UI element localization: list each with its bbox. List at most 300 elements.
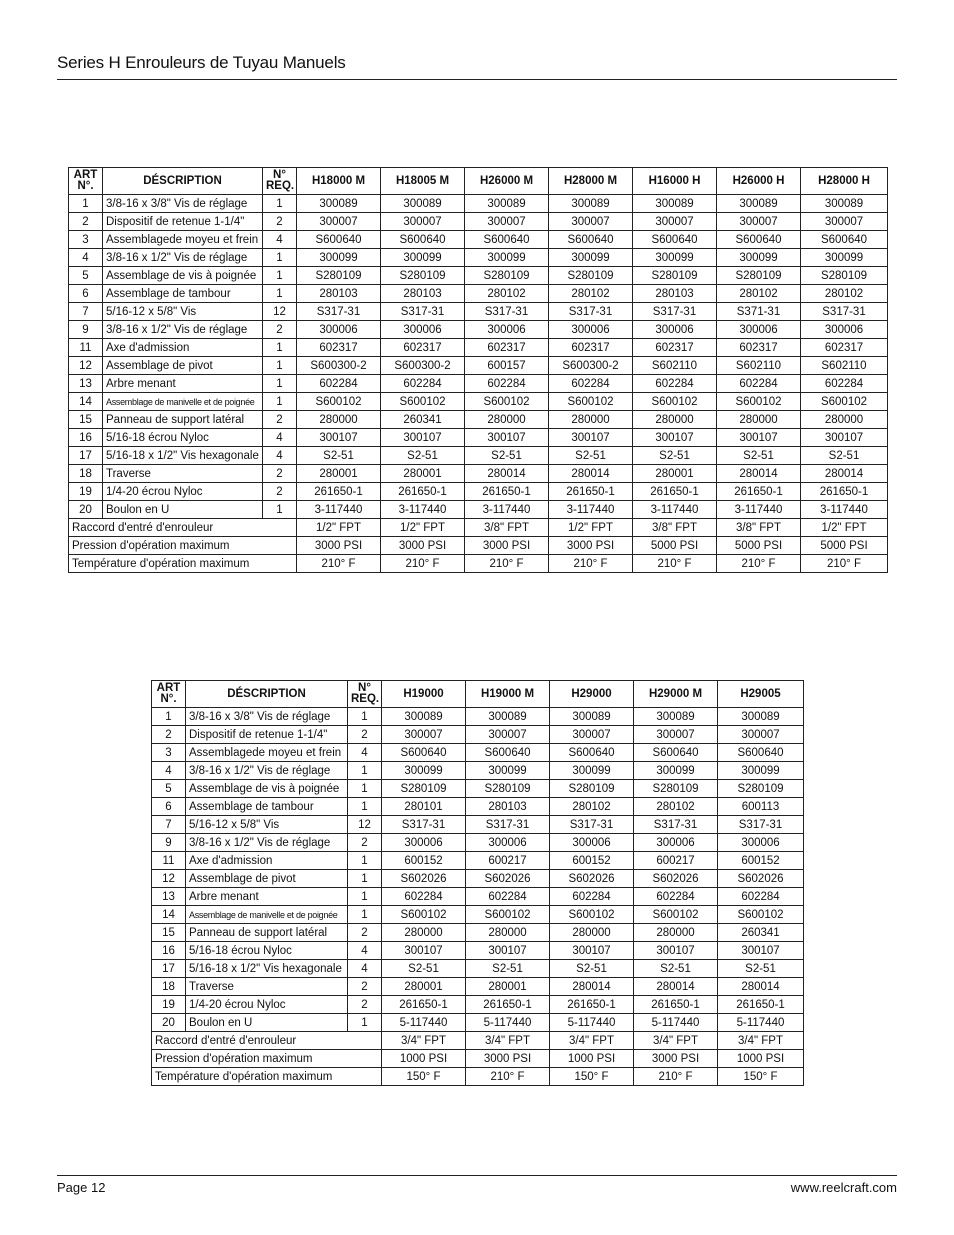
part-number-cell: 300089 bbox=[549, 195, 633, 213]
table-row bbox=[69, 501, 888, 519]
part-number-cell: 280000 bbox=[465, 411, 549, 429]
art-number-cell: 3 bbox=[69, 231, 103, 249]
summary-row bbox=[152, 1050, 804, 1068]
summary-value-cell: 3/8" FPT bbox=[633, 519, 717, 537]
table-header-row bbox=[69, 168, 888, 195]
part-number-cell: S600102 bbox=[549, 393, 633, 411]
part-number-cell: 602284 bbox=[465, 375, 549, 393]
part-number-cell: 5-117440 bbox=[382, 1014, 466, 1032]
part-number-cell: 602317 bbox=[633, 339, 717, 357]
summary-value-cell: 3/4" FPT bbox=[466, 1032, 550, 1050]
summary-value-cell: 5000 PSI bbox=[801, 537, 888, 555]
part-number-cell: S317-31 bbox=[549, 303, 633, 321]
table-row bbox=[152, 996, 804, 1014]
art-number-cell: 16 bbox=[69, 429, 103, 447]
part-number-cell: S600102 bbox=[382, 906, 466, 924]
table-row bbox=[69, 303, 888, 321]
part-number-cell: S600102 bbox=[718, 906, 804, 924]
part-number-cell: S600102 bbox=[297, 393, 381, 411]
page-title: Series H Enrouleurs de Tuyau Manuels bbox=[57, 53, 346, 72]
part-number-cell: 280001 bbox=[381, 465, 465, 483]
summary-value-cell: 1000 PSI bbox=[718, 1050, 804, 1068]
header-model: H29000 bbox=[550, 681, 634, 708]
part-number-cell: 261650-1 bbox=[717, 483, 801, 501]
description-cell: Dispositif de retenue 1-1/4" bbox=[103, 213, 263, 231]
part-number-cell: S317-31 bbox=[381, 303, 465, 321]
part-number-cell: S602110 bbox=[633, 357, 717, 375]
summary-value-cell: 3/8" FPT bbox=[717, 519, 801, 537]
part-number-cell: S602026 bbox=[634, 870, 718, 888]
part-number-cell: S371-31 bbox=[717, 303, 801, 321]
part-number-cell: 600217 bbox=[466, 852, 550, 870]
description-cell: 1/4-20 écrou Nyloc bbox=[186, 996, 348, 1014]
table-row bbox=[152, 888, 804, 906]
qty-cell: 2 bbox=[263, 465, 297, 483]
qty-cell: 2 bbox=[263, 321, 297, 339]
part-number-cell: 280000 bbox=[550, 924, 634, 942]
part-number-cell: 600113 bbox=[718, 798, 804, 816]
art-number-cell: 14 bbox=[152, 906, 186, 924]
part-number-cell: 600157 bbox=[465, 357, 549, 375]
part-number-cell: S600640 bbox=[801, 231, 888, 249]
part-number-cell: 300107 bbox=[633, 429, 717, 447]
part-number-cell: 300089 bbox=[297, 195, 381, 213]
description-cell: 3/8-16 x 1/2" Vis de réglage bbox=[103, 249, 263, 267]
part-number-cell: 602284 bbox=[381, 375, 465, 393]
qty-cell: 1 bbox=[348, 906, 382, 924]
description-cell: Assemblage de tambour bbox=[186, 798, 348, 816]
art-number-cell: 4 bbox=[152, 762, 186, 780]
part-number-cell: S600300-2 bbox=[549, 357, 633, 375]
part-number-cell: S280109 bbox=[465, 267, 549, 285]
art-number-cell: 12 bbox=[69, 357, 103, 375]
table-row bbox=[69, 321, 888, 339]
part-number-cell: S317-31 bbox=[718, 816, 804, 834]
description-cell: Assemblagede moyeu et frein bbox=[186, 744, 348, 762]
qty-cell: 4 bbox=[263, 447, 297, 465]
summary-value-cell: 1/2" FPT bbox=[297, 519, 381, 537]
part-number-cell: 300006 bbox=[549, 321, 633, 339]
part-number-cell: 300089 bbox=[718, 708, 804, 726]
summary-value-cell: 3000 PSI bbox=[297, 537, 381, 555]
summary-value-cell: 1000 PSI bbox=[382, 1050, 466, 1068]
part-number-cell: S600102 bbox=[381, 393, 465, 411]
header-art-no: ART N°. bbox=[69, 168, 103, 195]
table-row bbox=[152, 816, 804, 834]
description-cell: Traverse bbox=[186, 978, 348, 996]
part-number-cell: 300089 bbox=[382, 708, 466, 726]
part-number-cell: S600102 bbox=[801, 393, 888, 411]
description-cell: 3/8-16 x 1/2" Vis de réglage bbox=[186, 762, 348, 780]
part-number-cell: 600152 bbox=[382, 852, 466, 870]
table-row bbox=[152, 798, 804, 816]
part-number-cell: S2-51 bbox=[633, 447, 717, 465]
qty-cell: 12 bbox=[263, 303, 297, 321]
part-number-cell: 300007 bbox=[717, 213, 801, 231]
part-number-cell: 261650-1 bbox=[382, 996, 466, 1014]
qty-cell: 12 bbox=[348, 816, 382, 834]
header-model: H16000 H bbox=[633, 168, 717, 195]
part-number-cell: 280103 bbox=[466, 798, 550, 816]
part-number-cell: 280103 bbox=[633, 285, 717, 303]
qty-cell: 1 bbox=[263, 501, 297, 519]
summary-value-cell: 150° F bbox=[550, 1068, 634, 1086]
summary-value-cell: 3000 PSI bbox=[466, 1050, 550, 1068]
summary-value-cell: 210° F bbox=[381, 555, 465, 573]
description-cell: Assemblage de manivelle et de poignée bbox=[186, 906, 348, 924]
art-number-cell: 17 bbox=[69, 447, 103, 465]
qty-cell: 1 bbox=[263, 267, 297, 285]
part-number-cell: 300007 bbox=[550, 726, 634, 744]
part-number-cell: S600102 bbox=[465, 393, 549, 411]
part-number-cell: 300006 bbox=[718, 834, 804, 852]
part-number-cell: 300107 bbox=[465, 429, 549, 447]
description-cell: Assemblage de tambour bbox=[103, 285, 263, 303]
part-number-cell: S2-51 bbox=[297, 447, 381, 465]
table-row bbox=[69, 195, 888, 213]
part-number-cell: S2-51 bbox=[634, 960, 718, 978]
part-number-cell: S600640 bbox=[634, 744, 718, 762]
header-model: H28000 M bbox=[549, 168, 633, 195]
description-cell: 3/8-16 x 3/8" Vis de réglage bbox=[103, 195, 263, 213]
art-number-cell: 19 bbox=[152, 996, 186, 1014]
part-number-cell: 602317 bbox=[297, 339, 381, 357]
table-row bbox=[152, 906, 804, 924]
description-cell: 5/16-12 x 5/8" Vis bbox=[186, 816, 348, 834]
part-number-cell: 280000 bbox=[549, 411, 633, 429]
table-row bbox=[69, 357, 888, 375]
part-number-cell: 280101 bbox=[382, 798, 466, 816]
summary-value-cell: 150° F bbox=[718, 1068, 804, 1086]
part-number-cell: 5-117440 bbox=[466, 1014, 550, 1032]
part-number-cell: S2-51 bbox=[550, 960, 634, 978]
summary-value-cell: 210° F bbox=[297, 555, 381, 573]
part-number-cell: 300107 bbox=[717, 429, 801, 447]
part-number-cell: S600640 bbox=[718, 744, 804, 762]
description-cell: Assemblage de manivelle et de poignée bbox=[103, 393, 263, 411]
qty-cell: 4 bbox=[263, 231, 297, 249]
table-row bbox=[69, 339, 888, 357]
summary-value-cell: 3000 PSI bbox=[381, 537, 465, 555]
header-model: H29005 bbox=[718, 681, 804, 708]
part-number-cell: S600102 bbox=[634, 906, 718, 924]
part-number-cell: 300099 bbox=[633, 249, 717, 267]
parts-table-1 bbox=[68, 167, 888, 573]
art-number-cell: 7 bbox=[69, 303, 103, 321]
summary-row bbox=[69, 519, 888, 537]
art-number-cell: 15 bbox=[69, 411, 103, 429]
part-number-cell: 280001 bbox=[382, 978, 466, 996]
art-number-cell: 11 bbox=[69, 339, 103, 357]
description-cell: 5/16-18 x 1/2" Vis hexagonale bbox=[186, 960, 348, 978]
description-cell: Assemblage de vis à poignée bbox=[103, 267, 263, 285]
part-number-cell: 602284 bbox=[634, 888, 718, 906]
part-number-cell: 300006 bbox=[801, 321, 888, 339]
part-number-cell: 261650-1 bbox=[297, 483, 381, 501]
part-number-cell: 280102 bbox=[465, 285, 549, 303]
part-number-cell: 260341 bbox=[381, 411, 465, 429]
part-number-cell: 261650-1 bbox=[466, 996, 550, 1014]
summary-value-cell: 210° F bbox=[633, 555, 717, 573]
part-number-cell: 300107 bbox=[549, 429, 633, 447]
header-rule bbox=[57, 79, 897, 80]
part-number-cell: 300007 bbox=[297, 213, 381, 231]
table-row bbox=[69, 285, 888, 303]
qty-cell: 1 bbox=[263, 249, 297, 267]
part-number-cell: S602026 bbox=[718, 870, 804, 888]
part-number-cell: 602317 bbox=[801, 339, 888, 357]
table-row bbox=[152, 960, 804, 978]
part-number-cell: 300007 bbox=[549, 213, 633, 231]
part-number-cell: 5-117440 bbox=[550, 1014, 634, 1032]
part-number-cell: 280014 bbox=[634, 978, 718, 996]
part-number-cell: 261650-1 bbox=[633, 483, 717, 501]
table-row bbox=[152, 1014, 804, 1032]
part-number-cell: 280014 bbox=[465, 465, 549, 483]
part-number-cell: 300089 bbox=[550, 708, 634, 726]
description-cell: Assemblage de vis à poignée bbox=[186, 780, 348, 798]
summary-value-cell: 3000 PSI bbox=[549, 537, 633, 555]
summary-row bbox=[152, 1068, 804, 1086]
part-number-cell: 280001 bbox=[466, 978, 550, 996]
qty-cell: 1 bbox=[263, 357, 297, 375]
summary-value-cell: 210° F bbox=[634, 1068, 718, 1086]
part-number-cell: 602284 bbox=[549, 375, 633, 393]
header-model: H29000 M bbox=[634, 681, 718, 708]
art-number-cell: 18 bbox=[69, 465, 103, 483]
summary-value-cell: 210° F bbox=[801, 555, 888, 573]
qty-cell: 1 bbox=[263, 195, 297, 213]
art-number-cell: 2 bbox=[69, 213, 103, 231]
description-cell: Assemblage de pivot bbox=[186, 870, 348, 888]
table-row bbox=[152, 780, 804, 798]
qty-cell: 1 bbox=[348, 888, 382, 906]
part-number-cell: 300007 bbox=[801, 213, 888, 231]
qty-cell: 1 bbox=[348, 762, 382, 780]
summary-value-cell: 5000 PSI bbox=[633, 537, 717, 555]
summary-value-cell: 210° F bbox=[466, 1068, 550, 1086]
part-number-cell: 300089 bbox=[634, 708, 718, 726]
table-header-row bbox=[152, 681, 804, 708]
part-number-cell: 280103 bbox=[297, 285, 381, 303]
qty-cell: 2 bbox=[348, 996, 382, 1014]
qty-cell: 2 bbox=[348, 726, 382, 744]
part-number-cell: 3-117440 bbox=[297, 501, 381, 519]
part-number-cell: 3-117440 bbox=[633, 501, 717, 519]
part-number-cell: 300007 bbox=[382, 726, 466, 744]
summary-value-cell: 3/4" FPT bbox=[550, 1032, 634, 1050]
part-number-cell: 280000 bbox=[466, 924, 550, 942]
part-number-cell: S602026 bbox=[550, 870, 634, 888]
part-number-cell: S317-31 bbox=[465, 303, 549, 321]
art-number-cell: 4 bbox=[69, 249, 103, 267]
part-number-cell: 602284 bbox=[718, 888, 804, 906]
part-number-cell: S317-31 bbox=[633, 303, 717, 321]
part-number-cell: 300107 bbox=[801, 429, 888, 447]
summary-value-cell: 210° F bbox=[717, 555, 801, 573]
description-cell: 3/8-16 x 3/8" Vis de réglage bbox=[186, 708, 348, 726]
summary-row bbox=[69, 555, 888, 573]
part-number-cell: 261650-1 bbox=[549, 483, 633, 501]
part-number-cell: S280109 bbox=[718, 780, 804, 798]
part-number-cell: S280109 bbox=[801, 267, 888, 285]
part-number-cell: 3-117440 bbox=[801, 501, 888, 519]
description-cell: 5/16-12 x 5/8" Vis bbox=[103, 303, 263, 321]
summary-label-cell: Pression d'opération maximum bbox=[69, 537, 297, 555]
header-model: H18000 M bbox=[297, 168, 381, 195]
part-number-cell: 300099 bbox=[550, 762, 634, 780]
part-number-cell: 300006 bbox=[466, 834, 550, 852]
part-number-cell: 300099 bbox=[297, 249, 381, 267]
part-number-cell: 3-117440 bbox=[465, 501, 549, 519]
qty-cell: 2 bbox=[348, 924, 382, 942]
summary-value-cell: 3000 PSI bbox=[465, 537, 549, 555]
part-number-cell: S2-51 bbox=[801, 447, 888, 465]
part-number-cell: 260341 bbox=[718, 924, 804, 942]
header-model: H26000 M bbox=[465, 168, 549, 195]
table-row bbox=[152, 834, 804, 852]
part-number-cell: 300099 bbox=[801, 249, 888, 267]
qty-cell: 2 bbox=[348, 978, 382, 996]
description-cell: Panneau de support latéral bbox=[103, 411, 263, 429]
art-number-cell: 19 bbox=[69, 483, 103, 501]
header-qty: N° REQ. bbox=[348, 681, 382, 708]
part-number-cell: 300107 bbox=[381, 429, 465, 447]
part-number-cell: S280109 bbox=[297, 267, 381, 285]
art-number-cell: 20 bbox=[69, 501, 103, 519]
part-number-cell: S602110 bbox=[801, 357, 888, 375]
part-number-cell: 300107 bbox=[466, 942, 550, 960]
description-cell: Arbre menant bbox=[186, 888, 348, 906]
part-number-cell: S600640 bbox=[381, 231, 465, 249]
qty-cell: 2 bbox=[263, 411, 297, 429]
part-number-cell: 3-117440 bbox=[549, 501, 633, 519]
header-description: DÉSCRIPTION bbox=[186, 681, 348, 708]
part-number-cell: S317-31 bbox=[466, 816, 550, 834]
part-number-cell: 280000 bbox=[634, 924, 718, 942]
summary-value-cell: 3/4" FPT bbox=[634, 1032, 718, 1050]
description-cell: 3/8-16 x 1/2" Vis de réglage bbox=[186, 834, 348, 852]
part-number-cell: 300006 bbox=[381, 321, 465, 339]
table-row bbox=[152, 744, 804, 762]
part-number-cell: 602284 bbox=[717, 375, 801, 393]
table-row bbox=[69, 231, 888, 249]
summary-value-cell: 1/2" FPT bbox=[549, 519, 633, 537]
table-row bbox=[69, 447, 888, 465]
qty-cell: 2 bbox=[263, 483, 297, 501]
part-number-cell: 300007 bbox=[633, 213, 717, 231]
part-number-cell: 602284 bbox=[297, 375, 381, 393]
summary-value-cell: 3/8" FPT bbox=[465, 519, 549, 537]
part-number-cell: S600300-2 bbox=[381, 357, 465, 375]
part-number-cell: 5-117440 bbox=[634, 1014, 718, 1032]
part-number-cell: 300089 bbox=[633, 195, 717, 213]
header-model: H18005 M bbox=[381, 168, 465, 195]
part-number-cell: 300007 bbox=[465, 213, 549, 231]
qty-cell: 4 bbox=[263, 429, 297, 447]
part-number-cell: S600640 bbox=[550, 744, 634, 762]
part-number-cell: 300089 bbox=[466, 708, 550, 726]
header-qty: N° REQ. bbox=[263, 168, 297, 195]
qty-cell: 1 bbox=[348, 852, 382, 870]
part-number-cell: 280000 bbox=[801, 411, 888, 429]
summary-value-cell: 1000 PSI bbox=[550, 1050, 634, 1068]
table-row bbox=[69, 429, 888, 447]
part-number-cell: 300107 bbox=[634, 942, 718, 960]
part-number-cell: 602284 bbox=[801, 375, 888, 393]
part-number-cell: 300107 bbox=[718, 942, 804, 960]
footer-rule bbox=[57, 1175, 897, 1176]
part-number-cell: S280109 bbox=[381, 267, 465, 285]
part-number-cell: 261650-1 bbox=[801, 483, 888, 501]
summary-row bbox=[69, 537, 888, 555]
summary-label-cell: Température d'opération maximum bbox=[69, 555, 297, 573]
summary-value-cell: 3000 PSI bbox=[634, 1050, 718, 1068]
part-number-cell: 280102 bbox=[801, 285, 888, 303]
part-number-cell: 300007 bbox=[381, 213, 465, 231]
header-model: H19000 M bbox=[466, 681, 550, 708]
part-number-cell: 602284 bbox=[550, 888, 634, 906]
art-number-cell: 3 bbox=[152, 744, 186, 762]
part-number-cell: S602026 bbox=[382, 870, 466, 888]
description-cell: Assemblage de pivot bbox=[103, 357, 263, 375]
part-number-cell: S280109 bbox=[466, 780, 550, 798]
part-number-cell: 280001 bbox=[633, 465, 717, 483]
art-number-cell: 18 bbox=[152, 978, 186, 996]
description-cell: Boulon en U bbox=[103, 501, 263, 519]
summary-label-cell: Température d'opération maximum bbox=[152, 1068, 382, 1086]
part-number-cell: S600640 bbox=[633, 231, 717, 249]
part-number-cell: 3-117440 bbox=[381, 501, 465, 519]
summary-label-cell: Pression d'opération maximum bbox=[152, 1050, 382, 1068]
table-row bbox=[152, 924, 804, 942]
part-number-cell: 300089 bbox=[465, 195, 549, 213]
qty-cell: 1 bbox=[263, 375, 297, 393]
art-number-cell: 13 bbox=[152, 888, 186, 906]
qty-cell: 1 bbox=[263, 285, 297, 303]
art-number-cell: 6 bbox=[69, 285, 103, 303]
qty-cell: 4 bbox=[348, 942, 382, 960]
part-number-cell: S600640 bbox=[717, 231, 801, 249]
part-number-cell: 300089 bbox=[381, 195, 465, 213]
part-number-cell: 300089 bbox=[717, 195, 801, 213]
part-number-cell: S317-31 bbox=[550, 816, 634, 834]
part-number-cell: 300099 bbox=[718, 762, 804, 780]
part-number-cell: 280102 bbox=[717, 285, 801, 303]
part-number-cell: 280102 bbox=[549, 285, 633, 303]
part-number-cell: 602317 bbox=[381, 339, 465, 357]
part-number-cell: 300089 bbox=[801, 195, 888, 213]
table-row bbox=[69, 213, 888, 231]
table-row bbox=[69, 483, 888, 501]
part-number-cell: S602026 bbox=[466, 870, 550, 888]
qty-cell: 1 bbox=[348, 1014, 382, 1032]
description-cell: 3/8-16 x 1/2" Vis de réglage bbox=[103, 321, 263, 339]
website-link[interactable]: www.reelcraft.com bbox=[790, 1180, 897, 1195]
part-number-cell: 280103 bbox=[381, 285, 465, 303]
description-cell: 5/16-18 x 1/2" Vis hexagonale bbox=[103, 447, 263, 465]
art-number-cell: 5 bbox=[152, 780, 186, 798]
summary-value-cell: 210° F bbox=[549, 555, 633, 573]
summary-value-cell: 210° F bbox=[465, 555, 549, 573]
table-row bbox=[152, 978, 804, 996]
header-model: H26000 H bbox=[717, 168, 801, 195]
art-number-cell: 11 bbox=[152, 852, 186, 870]
summary-value-cell: 1/2" FPT bbox=[381, 519, 465, 537]
part-number-cell: S600102 bbox=[633, 393, 717, 411]
part-number-cell: 280000 bbox=[717, 411, 801, 429]
table-row bbox=[69, 375, 888, 393]
